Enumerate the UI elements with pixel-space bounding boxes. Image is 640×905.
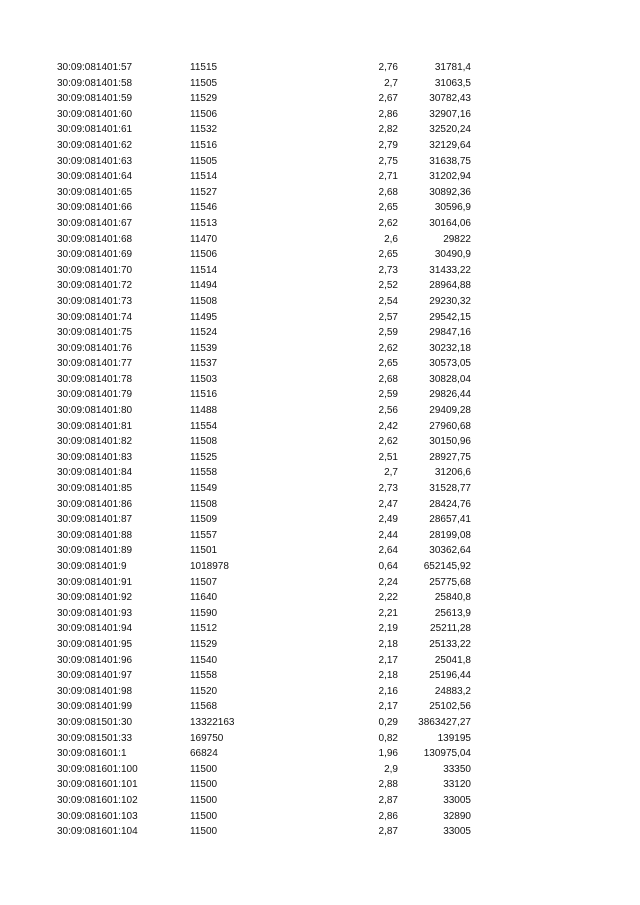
rate-cell: 2,56 (378, 405, 398, 417)
rate-cell: 2,87 (378, 794, 398, 806)
rate-cell: 2,64 (378, 545, 398, 557)
cadastral-number-cell: 30:09:081601:104 (57, 826, 138, 838)
table-row (0, 310, 640, 326)
value-cell: 25211,28 (430, 623, 471, 635)
area-cell: 11509 (190, 514, 218, 526)
cadastral-number-cell: 30:09:081501:30 (57, 716, 133, 728)
table-row (0, 294, 640, 310)
area-cell: 11590 (190, 607, 218, 619)
area-cell: 11512 (190, 623, 218, 635)
area-cell: 11506 (190, 249, 218, 261)
value-cell: 30892,36 (429, 186, 471, 198)
area-cell: 11640 (190, 592, 218, 604)
area-cell: 11527 (190, 186, 218, 198)
cadastral-number-cell: 30:09:081401:62 (57, 139, 133, 151)
area-cell: 11568 (190, 701, 218, 713)
area-cell: 11524 (190, 327, 218, 339)
value-cell: 31528,77 (429, 483, 471, 495)
table-row (0, 91, 640, 107)
value-cell: 29847,16 (429, 327, 471, 339)
value-cell: 33005 (443, 794, 471, 806)
area-cell: 1018978 (190, 561, 229, 572)
area-cell: 11507 (190, 576, 218, 588)
value-cell: 30232,18 (429, 342, 471, 354)
value-cell: 130975,04 (423, 748, 471, 760)
table-row (0, 107, 640, 123)
table-row (0, 325, 640, 341)
value-cell: 25613,9 (434, 607, 471, 619)
value-cell: 25102,56 (429, 701, 471, 713)
table-row (0, 232, 640, 248)
rate-cell: 2,68 (378, 186, 398, 198)
value-cell: 32890 (443, 810, 471, 822)
rate-cell: 2,16 (378, 685, 398, 697)
area-cell: 66824 (190, 748, 218, 760)
value-cell: 30362,64 (429, 545, 471, 557)
cadastral-number-cell: 30:09:081401:85 (57, 483, 133, 495)
value-cell: 30828,04 (429, 373, 471, 385)
value-cell: 28927,75 (429, 451, 471, 463)
value-cell: 32907,16 (429, 108, 471, 120)
area-cell: 11508 (190, 498, 218, 510)
table-row (0, 185, 640, 201)
table-row (0, 122, 640, 138)
cadastral-number-cell: 30:09:081401:9 (57, 561, 127, 572)
table-row (0, 668, 640, 684)
rate-cell: 2,21 (378, 607, 398, 619)
cadastral-number-cell: 30:09:081401:59 (57, 93, 133, 105)
value-cell: 29826,44 (429, 389, 471, 401)
value-cell: 31638,75 (429, 155, 471, 167)
cadastral-number-cell: 30:09:081401:70 (57, 264, 133, 276)
area-cell: 13322163 (190, 716, 235, 728)
table-row (0, 684, 640, 700)
value-cell: 31063,5 (434, 77, 471, 89)
table-row (0, 512, 640, 528)
value-cell: 30573,05 (429, 358, 471, 370)
cadastral-number-cell: 30:09:081601:101 (57, 779, 138, 791)
value-cell: 30782,43 (429, 93, 471, 105)
area-cell: 11514 (190, 171, 218, 183)
rate-cell: 2,42 (378, 420, 398, 432)
table-row (0, 263, 640, 279)
rate-cell: 2,44 (378, 529, 398, 541)
table-row (0, 450, 640, 466)
table-row (0, 653, 640, 669)
area-cell: 11529 (190, 93, 218, 105)
table-row (0, 387, 640, 403)
table-row (0, 372, 640, 388)
area-cell: 11488 (190, 405, 218, 417)
area-cell: 11500 (190, 794, 218, 806)
rate-cell: 2,79 (378, 139, 398, 151)
cadastral-number-cell: 30:09:081401:95 (57, 638, 133, 650)
area-cell: 11506 (190, 108, 218, 120)
value-cell: 29542,15 (429, 311, 471, 323)
cadastral-number-cell: 30:09:081401:80 (57, 405, 133, 417)
table-row (0, 465, 640, 481)
area-cell: 11520 (190, 685, 218, 697)
value-cell: 31433,22 (429, 264, 471, 276)
table-row (0, 528, 640, 544)
value-cell: 27960,68 (429, 420, 471, 432)
table-row (0, 731, 640, 747)
table-row (0, 637, 640, 653)
value-cell: 25041,8 (434, 654, 471, 666)
value-cell: 28199,08 (429, 529, 471, 541)
value-cell: 28964,88 (429, 280, 471, 292)
cadastral-number-cell: 30:09:081401:88 (57, 529, 133, 541)
table-row (0, 154, 640, 170)
rate-cell: 2,76 (378, 62, 398, 73)
rate-cell: 2,6 (384, 233, 398, 245)
area-cell: 11515 (190, 62, 218, 73)
value-cell: 31202,94 (429, 171, 471, 183)
rate-cell: 2,19 (378, 623, 398, 635)
cadastral-number-cell: 30:09:081401:93 (57, 607, 133, 619)
rate-cell: 2,47 (378, 498, 398, 510)
cadastral-number-cell: 30:09:081401:69 (57, 249, 133, 261)
table-row (0, 543, 640, 559)
value-cell: 33005 (443, 826, 471, 838)
rate-cell: 2,18 (378, 670, 398, 682)
rate-cell: 2,54 (378, 295, 398, 307)
area-cell: 11500 (190, 763, 218, 775)
rate-cell: 2,65 (378, 202, 398, 214)
rate-cell: 2,24 (378, 576, 398, 588)
table-row (0, 341, 640, 357)
rate-cell: 2,17 (378, 701, 398, 713)
rate-cell: 2,59 (378, 327, 398, 339)
cadastral-number-cell: 30:09:081401:64 (57, 171, 133, 183)
cadastral-number-cell: 30:09:081401:66 (57, 202, 133, 214)
rate-cell: 2,7 (384, 467, 398, 479)
table-row (0, 200, 640, 216)
value-cell: 31206,6 (434, 467, 471, 479)
area-cell: 11516 (190, 389, 218, 401)
table-row (0, 809, 640, 825)
area-cell: 11470 (190, 233, 218, 245)
cadastral-number-cell: 30:09:081401:81 (57, 420, 133, 432)
rate-cell: 2,87 (378, 826, 398, 838)
rate-cell: 2,86 (378, 810, 398, 822)
cadastral-number-cell: 30:09:081401:92 (57, 592, 133, 604)
rate-cell: 2,71 (378, 171, 398, 183)
table-row (0, 169, 640, 185)
cadastral-number-cell: 30:09:081401:91 (57, 576, 133, 588)
area-cell: 11516 (190, 139, 218, 151)
cadastral-number-cell: 30:09:081401:75 (57, 327, 133, 339)
value-cell: 33350 (443, 763, 471, 775)
area-cell: 11557 (190, 529, 218, 541)
rate-cell: 2,7 (384, 77, 398, 89)
cadastral-number-cell: 30:09:081401:67 (57, 217, 133, 229)
table-row (0, 247, 640, 263)
rate-cell: 2,62 (378, 436, 398, 448)
rate-cell: 2,57 (378, 311, 398, 323)
value-cell: 25133,22 (429, 638, 471, 650)
cadastral-number-cell: 30:09:081401:68 (57, 233, 133, 245)
area-cell: 11549 (190, 483, 218, 495)
area-cell: 11558 (190, 467, 218, 479)
cadastral-number-cell: 30:09:081401:82 (57, 436, 133, 448)
rate-cell: 2,75 (378, 155, 398, 167)
rate-cell: 2,86 (378, 108, 398, 120)
area-cell: 11503 (190, 373, 218, 385)
value-cell: 29409,28 (429, 405, 471, 417)
value-cell: 29230,32 (429, 295, 471, 307)
spreadsheet-table (0, 60, 640, 840)
area-cell: 11508 (190, 436, 218, 448)
cadastral-number-cell: 30:09:081401:76 (57, 342, 133, 354)
table-row (0, 762, 640, 778)
rate-cell: 2,62 (378, 217, 398, 229)
value-cell: 30150,96 (429, 436, 471, 448)
value-cell: 25775,68 (429, 576, 471, 588)
area-cell: 11505 (190, 155, 218, 167)
table-row (0, 76, 640, 92)
rate-cell: 2,17 (378, 654, 398, 666)
rate-cell: 2,52 (378, 280, 398, 292)
value-cell: 30596,9 (434, 202, 471, 214)
cadastral-number-cell: 30:09:081401:73 (57, 295, 133, 307)
cadastral-number-cell: 30:09:081601:103 (57, 810, 138, 822)
table-row (0, 575, 640, 591)
rate-cell: 0,82 (378, 732, 398, 744)
rate-cell: 2,88 (378, 779, 398, 791)
rate-cell: 2,82 (378, 124, 398, 136)
cadastral-number-cell: 30:09:081401:87 (57, 514, 133, 526)
rate-cell: 2,65 (378, 249, 398, 261)
rate-cell: 2,73 (378, 483, 398, 495)
rate-cell: 2,18 (378, 638, 398, 650)
value-cell: 28657,41 (429, 514, 471, 526)
cadastral-number-cell: 30:09:081401:79 (57, 389, 133, 401)
area-cell: 11558 (190, 670, 218, 682)
value-cell: 31781,4 (434, 62, 471, 73)
area-cell: 11539 (190, 342, 218, 354)
table-row (0, 824, 640, 840)
table-row (0, 403, 640, 419)
table-row (0, 793, 640, 809)
value-cell: 30490,9 (434, 249, 471, 261)
value-cell: 652145,92 (423, 561, 471, 572)
cadastral-number-cell: 30:09:081401:57 (57, 62, 133, 73)
cadastral-number-cell: 30:09:081401:99 (57, 701, 133, 713)
cadastral-number-cell: 30:09:081401:72 (57, 280, 133, 292)
area-cell: 11494 (190, 280, 218, 292)
value-cell: 30164,06 (429, 217, 471, 229)
cadastral-number-cell: 30:09:081401:98 (57, 685, 133, 697)
table-row (0, 699, 640, 715)
area-cell: 11500 (190, 810, 218, 822)
cadastral-number-cell: 30:09:081401:60 (57, 108, 133, 120)
area-cell: 11495 (190, 311, 218, 323)
cadastral-number-cell: 30:09:081401:61 (57, 124, 133, 136)
cadastral-number-cell: 30:09:081501:33 (57, 732, 133, 744)
cadastral-number-cell: 30:09:081601:1 (57, 748, 127, 760)
area-cell: 11500 (190, 826, 218, 838)
table-row (0, 559, 640, 575)
table-row (0, 216, 640, 232)
rate-cell: 2,22 (378, 592, 398, 604)
cadastral-number-cell: 30:09:081401:63 (57, 155, 133, 167)
cadastral-number-cell: 30:09:081401:94 (57, 623, 133, 635)
table-row (0, 419, 640, 435)
cadastral-number-cell: 30:09:081401:78 (57, 373, 133, 385)
cadastral-number-cell: 30:09:081401:86 (57, 498, 133, 510)
area-cell: 11532 (190, 124, 218, 136)
value-cell: 32520,24 (429, 124, 471, 136)
table-row (0, 777, 640, 793)
table-row (0, 481, 640, 497)
table-row (0, 715, 640, 731)
rate-cell: 2,65 (378, 358, 398, 370)
area-cell: 11500 (190, 779, 218, 791)
area-cell: 11513 (190, 217, 218, 229)
rate-cell: 2,67 (378, 93, 398, 105)
table-row (0, 278, 640, 294)
cadastral-number-cell: 30:09:081401:96 (57, 654, 133, 666)
area-cell: 11501 (190, 545, 218, 557)
rate-cell: 0,29 (378, 716, 398, 728)
rate-cell: 2,9 (384, 763, 398, 775)
cadastral-number-cell: 30:09:081401:77 (57, 358, 133, 370)
table-row (0, 621, 640, 637)
area-cell: 11525 (190, 451, 218, 463)
value-cell: 33120 (443, 779, 471, 791)
area-cell: 11554 (190, 420, 218, 432)
area-cell: 11529 (190, 638, 218, 650)
value-cell: 25840,8 (434, 592, 471, 604)
area-cell: 169750 (190, 732, 224, 744)
rate-cell: 2,49 (378, 514, 398, 526)
cadastral-number-cell: 30:09:081401:83 (57, 451, 133, 463)
cadastral-number-cell: 30:09:081601:102 (57, 794, 138, 806)
table-row (0, 606, 640, 622)
cadastral-number-cell: 30:09:081401:84 (57, 467, 133, 479)
area-cell: 11505 (190, 77, 218, 89)
value-cell: 32129,64 (429, 139, 471, 151)
cadastral-number-cell: 30:09:081401:89 (57, 545, 133, 557)
rate-cell: 2,68 (378, 373, 398, 385)
value-cell: 24883,2 (434, 685, 471, 697)
table-row (0, 60, 640, 76)
table-row (0, 356, 640, 372)
cadastral-number-cell: 30:09:081401:97 (57, 670, 133, 682)
rate-cell: 2,59 (378, 389, 398, 401)
rate-cell: 1,96 (378, 748, 398, 760)
area-cell: 11537 (190, 358, 218, 370)
value-cell: 25196,44 (429, 670, 471, 682)
area-cell: 11546 (190, 202, 218, 214)
value-cell: 28424,76 (429, 498, 471, 510)
rate-cell: 2,73 (378, 264, 398, 276)
table-row (0, 746, 640, 762)
table-row (0, 434, 640, 450)
area-cell: 11514 (190, 264, 218, 276)
cadastral-number-cell: 30:09:081401:65 (57, 186, 133, 198)
value-cell: 29822 (443, 233, 471, 245)
value-cell: 3863427,27 (418, 716, 471, 728)
table-row (0, 590, 640, 606)
cadastral-number-cell: 30:09:081401:58 (57, 77, 133, 89)
cadastral-number-cell: 30:09:081601:100 (57, 763, 138, 775)
rate-cell: 2,51 (378, 451, 398, 463)
table-row (0, 138, 640, 154)
rate-cell: 0,64 (378, 561, 398, 572)
rate-cell: 2,62 (378, 342, 398, 354)
value-cell: 139195 (437, 732, 471, 744)
table-row (0, 497, 640, 513)
area-cell: 11508 (190, 295, 218, 307)
cadastral-number-cell: 30:09:081401:74 (57, 311, 133, 323)
area-cell: 11540 (190, 654, 218, 666)
